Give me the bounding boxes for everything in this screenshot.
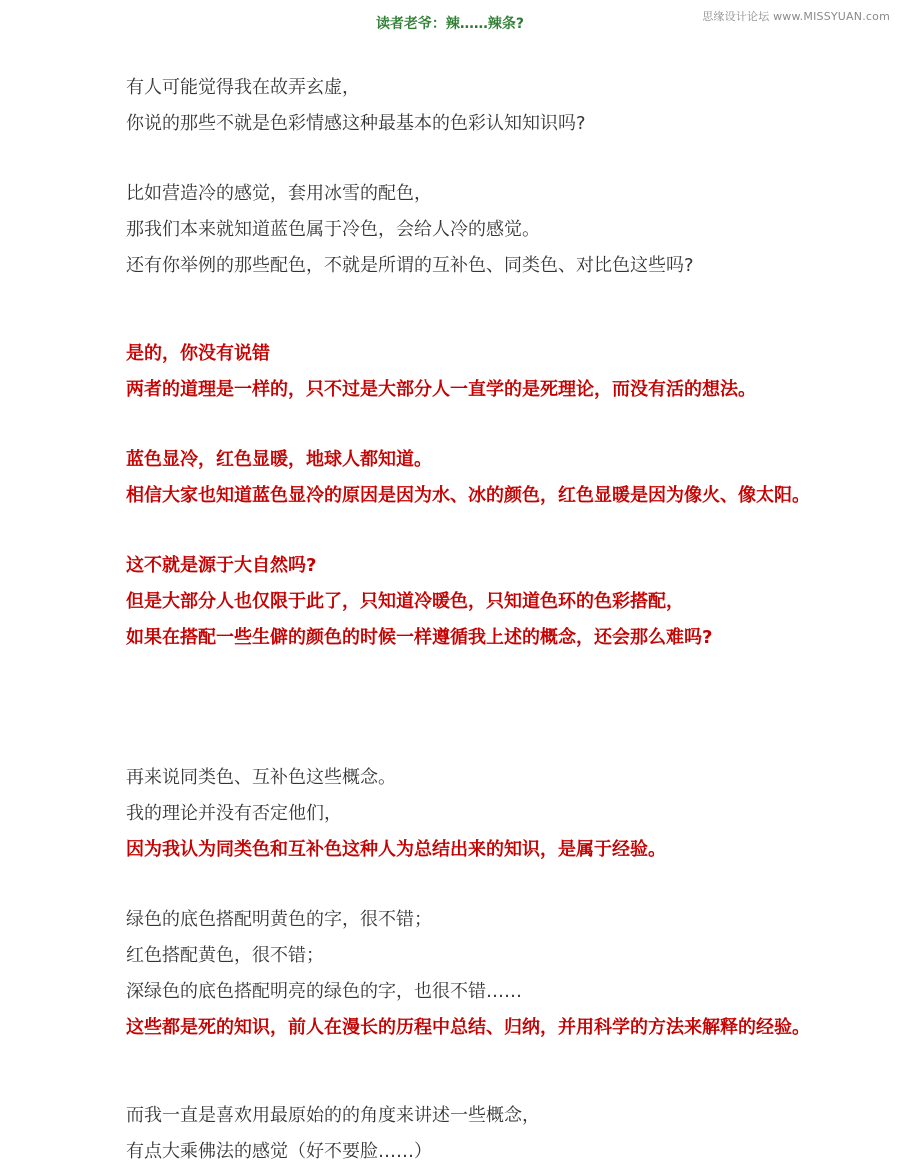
paragraph-spacer — [126, 142, 896, 176]
emphasis-line: 但是大部分人也仅限于此了，只知道冷暖色，只知道色环的色彩搭配， — [126, 591, 684, 612]
paragraph-7 — [126, 902, 896, 1046]
paragraph-spacer — [126, 284, 896, 336]
paragraph-spacer — [126, 868, 896, 902]
text-line: 有点大乘佛法的感觉（好不要脸……） — [126, 1141, 432, 1162]
paragraph-3 — [126, 336, 896, 408]
emphasis-line: 蓝色显冷，红色显暖，地球人都知道。 — [126, 449, 432, 470]
text-line: 而我一直是喜欢用最原始的的角度来讲述一些概念， — [126, 1105, 540, 1126]
paragraph-8 — [126, 1098, 896, 1170]
emphasis-line: 两者的道理是一样的，只不过是大部分人一直学的是死理论，而没有活的想法。 — [126, 379, 756, 400]
paragraph-1 — [126, 70, 896, 142]
paragraph-spacer — [126, 514, 896, 548]
text-line: 我的理论并没有否定他们， — [126, 803, 342, 824]
text-line: 绿色的底色搭配明黄色的字，很不错； — [126, 909, 432, 930]
paragraph-spacer — [126, 408, 896, 442]
text-line: 有人可能觉得我在故弄玄虚， — [126, 77, 360, 98]
paragraph-spacer — [126, 1046, 896, 1098]
paragraph-6 — [126, 760, 896, 868]
text-line: 你说的那些不就是色彩情感这种最基本的色彩认知知识吗? — [126, 113, 586, 134]
emphasis-line: 因为我认为同类色和互补色这种人为总结出来的知识，是属于经验。 — [126, 839, 666, 860]
paragraph-2 — [126, 176, 896, 284]
article-body — [126, 70, 896, 1170]
emphasis-line: 这些都是死的知识，前人在漫长的历程中总结、归纳，并用科学的方法来解释的经验。 — [126, 1017, 810, 1038]
text-line: 红色搭配黄色，很不错； — [126, 945, 324, 966]
paragraph-spacer — [126, 656, 896, 760]
emphasis-line: 是的，你没有说错 — [126, 343, 270, 364]
emphasis-line: 相信大家也知道蓝色显冷的原因是因为水、冰的颜色，红色显暖是因为像火、像太阳。 — [126, 485, 810, 506]
text-line: 还有你举例的那些配色，不就是所谓的互补色、同类色、对比色这些吗? — [126, 255, 694, 276]
text-line: 比如营造冷的感觉，套用冰雪的配色， — [126, 183, 432, 204]
text-line: 那我们本来就知道蓝色属于冷色，会给人冷的感觉。 — [126, 219, 540, 240]
paragraph-5 — [126, 548, 896, 656]
page-title: 读者老爷：辣……辣条? — [375, 16, 525, 32]
text-line: 再来说同类色、互补色这些概念。 — [126, 767, 396, 788]
paragraph-4 — [126, 442, 896, 514]
emphasis-line: 这不就是源于大自然吗? — [126, 555, 317, 576]
emphasis-line: 如果在搭配一些生僻的颜色的时候一样遵循我上述的概念，还会那么难吗? — [126, 627, 713, 648]
watermark: 思缘设计论坛 www.MISSYUAN.com — [702, 10, 890, 23]
text-line: 深绿色的底色搭配明亮的绿色的字，也很不错…… — [126, 981, 522, 1002]
